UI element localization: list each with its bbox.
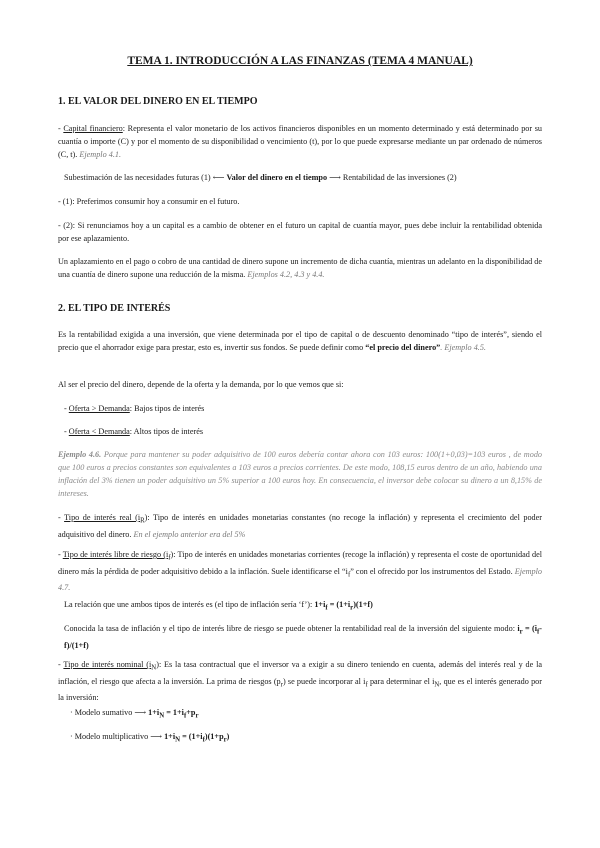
subst-c: ⟶ Rentabilidad de las inversiones (2) [327,173,457,182]
cf1: i [517,624,520,633]
cf-sub2: f [536,628,540,636]
intro-text: Es la rentabilidad exigida a una inversión, que viene determinada por el tipo de capital o de descuento denominado “tipo de interés”, siendo el precio que el ahorrador exige para prestar, esto es, invertir sus fondos. Se puede definir como [58,330,542,352]
m1-sub1: N [159,712,165,720]
cf-sub1: r [519,628,523,636]
closing-ref: Ejemplos 4.2, 4.3 y 4.4. [247,270,325,279]
precio-paragraph: Al ser el precio del dinero, depende de la oferta y la demanda, por lo que vemos que si: [58,380,344,389]
nominal-sub-f: f [365,681,368,689]
libre-ref: Ejemplo 4.7. [58,566,543,593]
modelo-multiplicativo [70,730,542,747]
modelo-sumativo [70,706,542,723]
libre-text: ): Tipo de interés en unidades monetarias corrientes (recoge la inflación) y representa el coste de oportunidad del dinero más la pérdida de poder adquisitivo debido a la inflación. Suele identificarse el “i [58,550,542,576]
subst-b: Valor del dinero en el tiempo [226,173,328,182]
capital-term: Capital financiero [63,124,123,133]
libre-term: Tipo de interés libre de riesgo (i [62,550,169,559]
relacion-text: La relación que une ambos tipos de interés es (el tipo de inflación sería ‘f’): [64,600,315,609]
rf2: = (1+i [327,600,351,609]
oferta2-text: : Altos tipos de interés [129,427,204,436]
subst-a: Subestimación de las necesidades futuras (1) ⟵ [64,173,227,182]
nominal-text-4: , que es el interés generado por la inversión: [58,676,542,703]
rf-sub2: r [350,604,354,612]
m2f1: 1+i [164,732,176,741]
m1f1: 1+i [148,708,160,717]
real-text: ): Tipo de interés en unidades monetarias constantes (no recoge la inflación) y representa el crecimiento del poder adquisitivo del dinero. [58,513,542,539]
libre-sub: f [168,554,171,562]
intro-bold: “el precio del dinero” [365,343,441,352]
relacion-formula [314,600,373,612]
m1f3: +p [186,708,196,717]
oferta1-term: Oferta > Demanda [68,404,130,413]
libre-sub-2: f [347,571,351,579]
nominal-text-3: para determinar el i [367,676,435,686]
nominal-text: ): Es la tasa contractual que el inversor va a exigir a su dinero teniendo en cuenta, además del interés real y de la inflación, el riesgo que afecta a la inversión. La prima de riesgos (p [58,660,542,686]
real-sub: R [140,517,145,525]
nominal-sub: N [151,664,157,672]
item-2: - (2): Si renunciamos hoy a un capital es a cambio de obtener en el futuro un capital de cuantía mayor, pues debe incluir la rentabilidad obtenida por ese aplazamiento. [58,221,542,243]
conocida-paragraph [64,622,542,652]
oferta1-text: : Bajos tipos de interés [129,404,205,413]
rf3: )(1+f) [353,600,373,609]
m2f2: = (1+i [180,732,203,741]
interes-libre-item: - Tipo de interés libre de riesgo $(i_f)$: Tipo de interés en unidades monetarias corrientes (recoge la inflación) y representa el coste de oportunidad del dinero más la pérdida de poder adquisitivo debido a la inflación. Suele identificarse el “$i_f$” con el ofrecido por los instrumentos del Estado. Ejemplo 4.7. [58,550,543,593]
page-title: TEMA 1. INTRODUCCIÓN A LAS FINANZAS (TEMA 4 MANUAL) [127,55,473,67]
interes-real-item: - Tipo de interés real $(i_R)$: Tipo de interés en unidades monetarias constantes (no recoge la inflación) y representa el crecimiento del poder adquisitivo del dinero. En el ejemplo anterior era del 5% [58,513,542,539]
modelo1-text: · Modelo sumativo ⟶ [70,708,149,717]
libre-text-2: ” con el ofrecido por los instrumentos del Estado. [350,566,515,576]
m2f3: )(1+p [204,732,224,741]
nominal-term: Tipo de interés nominal (i [63,660,152,669]
modelo2-formula [164,732,230,744]
capital-financiero-paragraph: - Capital financiero: Representa el valor monetario de los activos financieros disponibles en un momento determinado y está determinado por su cuantía o importe (C) y por el momento de su disponibilidad o vencimiento (t), por lo que puede expresarse mediante un par ordenado de números (C, t). Ejemplo 4.1. [58,124,542,159]
rf1: 1+i [314,600,326,609]
section-1-heading: 1. EL VALOR DEL DINERO EN EL TIEMPO [58,96,258,107]
rf-sub1: f [325,604,328,612]
ejemplo-label: Ejemplo 4.6. [58,450,102,459]
m1f2: = 1+i [164,708,184,717]
relacion-line [64,598,542,615]
m1-sub2: f [183,712,187,720]
interes-nominal-item: - Tipo de interés nominal $(i_N)$: Es la tasa contractual que el inversor va a exigir a su dinero teniendo en cuenta, además del interés real y de la inflación, el riesgo que afecta a la inversión. La prima de riesgos $(p_r)$ se puede incorporar al $i_f$ para determinar el $i_N$, que es el interés generado por la inversión: [58,660,542,703]
cf2: = (i [522,624,537,633]
intro-ref: . Ejemplo 4.5. [440,343,486,352]
oferta-item-1: - Oferta > Demanda: Bajos tipos de interés [64,404,205,413]
section-2-heading: 2. EL TIPO DE INTERÉS [58,303,171,314]
real-ref: En el ejemplo anterior era del 5% [133,529,246,539]
m2-sub2: f [202,736,205,744]
nominal-sub-r: r [280,681,283,689]
capital-ref: Ejemplo 4.1. [79,150,122,159]
m2-sub1: N [175,736,181,744]
m1-sub3: r [195,712,199,720]
interes-intro [58,328,542,354]
real-term: Tipo de interés real (i [64,513,141,522]
nominal-text-2: ) se puede incorporar al i [282,676,366,686]
nominal-sub-n: N [434,681,440,689]
modelo1-formula [148,708,199,720]
closing-paragraph [58,255,542,281]
ejemplo-4-6 [58,448,542,500]
conocida-text: Conocida la tasa de inflación y el tipo de interés libre de riesgo se puede obtener la rentabilidad real de la inversión del siguiente modo: [64,624,518,633]
ejemplo-text: Porque para mantener su poder adquisitivo de 100 euros debería contar ahora con 103 euros: 100(1+0,03)=103 euros , de modo que 100 euros a precios constantes son equivalentes a 103 euros a precios corrientes. De este modo, 108,15 euros dentro de un año, habiendo una inflación del 3% tienen un poder adquisitivo un 5% superior a 100 euros hoy. En consecuencia, el inversor debe colocar su dinero a un 8,15% de intereses. [58,450,543,498]
modelo2-text: · Modelo multiplicativo ⟶ [70,732,165,741]
item-1: - (1): Preferimos consumir hoy a consumir en el futuro. [58,197,240,206]
closing-text: Un aplazamiento en el pago o cobro de una cantidad de dinero supone un incremento de dicha cuantía, mientras un adelanto en la disponibilidad de una cuantía de dinero supone una reducción de la misma. [58,257,542,279]
capital-text: : Representa el valor monetario de los activos financieros disponibles en un momento determinado y está determinado por su cuantía o importe (C) y por el momento de su disponibilidad o vencimiento (t), por lo que puede expresarse mediante un par ordenado de números (C, t). [58,124,542,159]
m2f4: ) [226,732,230,741]
cf3: -f)/(1+f) [64,624,542,650]
oferta2-term: Oferta < Demanda [68,427,130,436]
subestimacion-line [64,171,542,184]
oferta-item-2: - Oferta < Demanda: Altos tipos de interés [64,427,204,436]
m2-sub3: r [223,736,227,744]
